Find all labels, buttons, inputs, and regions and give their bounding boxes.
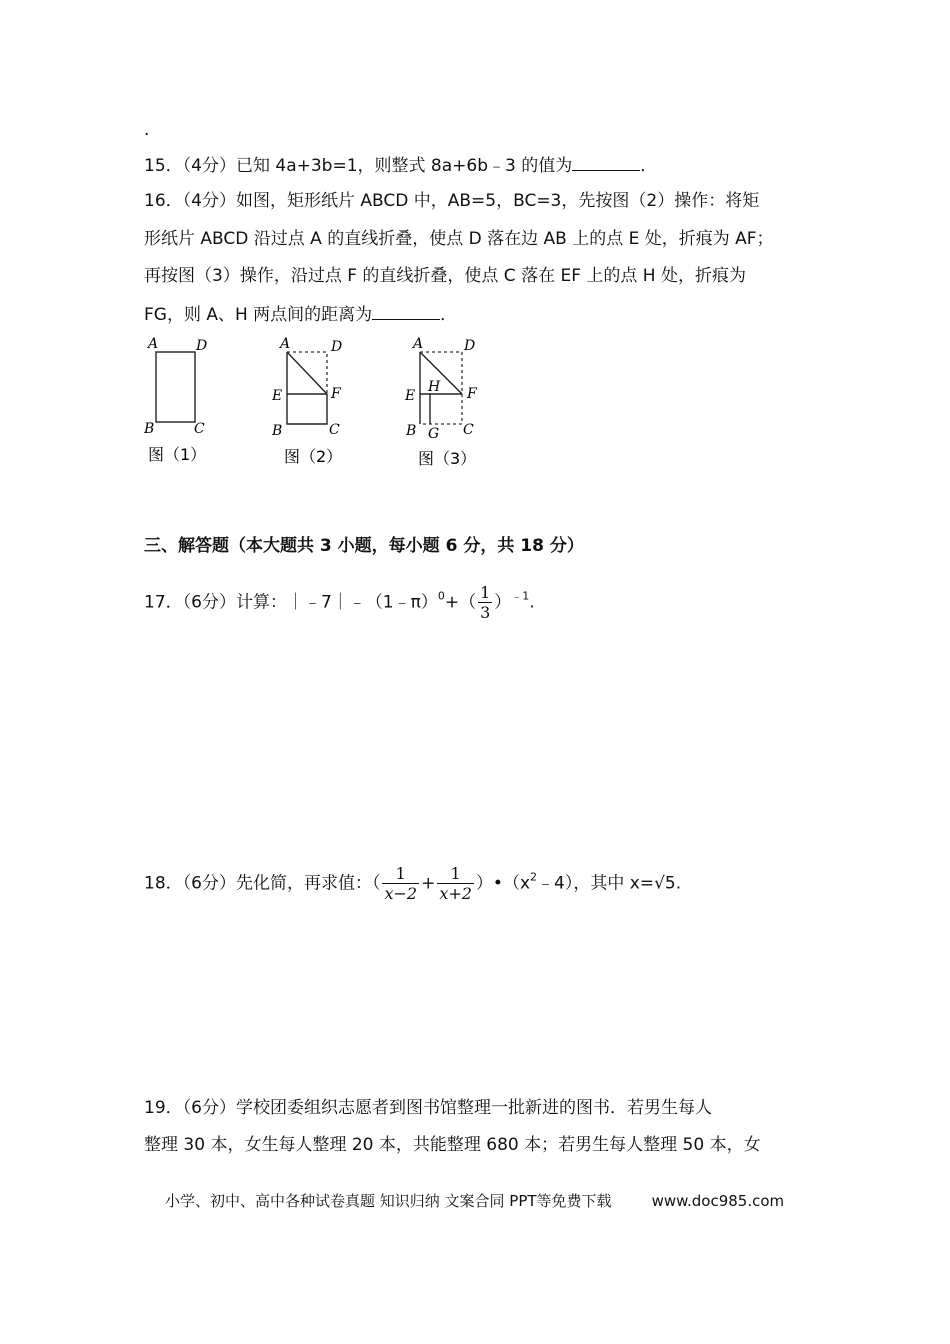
square-root: √5: [654, 873, 676, 894]
question-16-line-2: 形纸片 ABCD 沿过点 A 的直线折叠，使点 D 落在边 AB 上的点 E 处，折痕为 AF；: [144, 229, 774, 249]
label-c: C: [329, 422, 340, 438]
question-16-line-3: 再按图（3）操作，沿过点 F 的直线折叠，使点 C 落在 EF 上的点 H 处，折痕为: [144, 266, 746, 286]
label-d: D: [196, 338, 208, 354]
figure-2: [271, 336, 342, 466]
fold-figures: [140, 330, 500, 480]
rectangle-abcd: [156, 352, 195, 422]
crease-af: [287, 352, 327, 394]
figure-1: [143, 336, 207, 464]
question-17: 17．（6分）计算：｜﹣7｜﹣（1﹣π）$^0$+（ $\frac{1}{3}$ ）$^{﹣1}$.: [144, 583, 535, 622]
question-number: 18．: [144, 873, 183, 894]
question-number: 16．: [144, 191, 183, 211]
label-b: B: [272, 423, 283, 439]
question-number: 15．: [144, 156, 183, 176]
fraction-1-over-x-minus-2: $\frac{1}{x-2}$: [384, 864, 418, 903]
label-e: E: [405, 388, 416, 404]
fraction-one-third: $\frac{1}{3}$: [480, 583, 491, 622]
question-text: 已知 4a+3b=1，则整式 8a+6b﹣3 的值为: [235, 156, 573, 176]
label-a: A: [148, 336, 159, 352]
question-score: （6分）: [182, 592, 236, 613]
figure-caption: 图（1）: [148, 445, 207, 464]
question-18: 18．（6分）先化简，再求值：（ $\frac{1}{x-2}$ + $\frac{1}{x+2}$ ）$•(x^2﹣4)$，其中 x=√5.: [144, 864, 682, 903]
crease-af: [420, 352, 462, 394]
label-b: B: [144, 421, 155, 437]
question-16-line-4: FG，则 A、H 两点间的距离为 ．: [144, 301, 457, 327]
question-19: 19．（6分）学校团委组织志愿者到图书馆整理一批新进的图书．若男生每人: [144, 1098, 712, 1118]
label-d: D: [331, 339, 343, 355]
label-a: A: [280, 336, 291, 352]
footer-url[interactable]: www.doc985.com: [651, 1192, 785, 1210]
answer-blank[interactable]: [572, 152, 640, 171]
label-g: G: [428, 426, 440, 442]
figure-caption: 图（3）: [418, 449, 477, 468]
page-footer: [165, 1190, 784, 1211]
figure-3: [404, 336, 478, 468]
question-number: 19．: [144, 1098, 183, 1118]
footer-text: 小学、初中、高中各种试卷真题 知识归纳 文案合同 PPT等免费下载: [165, 1192, 612, 1210]
question-16: [144, 189, 759, 213]
section-heading: 三、解答题（本大题共 3 小题，每小题 6 分，共 18 分）: [144, 536, 584, 556]
label-h: H: [428, 379, 441, 395]
label-b: B: [406, 423, 417, 439]
question-score: （4分）: [182, 191, 236, 211]
label-c: C: [463, 422, 474, 438]
label-f: F: [467, 386, 477, 402]
label-d: D: [464, 338, 476, 354]
answer-blank[interactable]: [372, 301, 440, 320]
fraction-1-over-x-plus-2: $\frac{1}{x+2}$: [439, 864, 472, 903]
label-f: F: [331, 386, 341, 402]
question-number: 17．: [144, 592, 183, 613]
label-c: C: [194, 421, 205, 437]
question-score: （6分）: [182, 1098, 236, 1118]
label-e: E: [272, 388, 283, 404]
question-text-line: 如图，矩形纸片 ABCD 中，AB=5，BC=3，先按图（2）操作：将矩: [235, 191, 760, 211]
question-15: 15．（4分）已知 4a+3b=1，则整式 8a+6b﹣3 的值为 ．: [144, 152, 657, 178]
leading-dot: .: [144, 120, 150, 140]
label-a: A: [413, 336, 424, 352]
question-score: （4分）: [182, 156, 236, 176]
figure-caption: 图（2）: [284, 447, 343, 466]
question-score: （6分）: [182, 873, 236, 894]
crease-fg: [430, 394, 462, 424]
question-19-line-2: 整理 30 本，女生每人整理 20 本，共能整理 680 本；若男生每人整理 50 本，女: [144, 1135, 761, 1155]
